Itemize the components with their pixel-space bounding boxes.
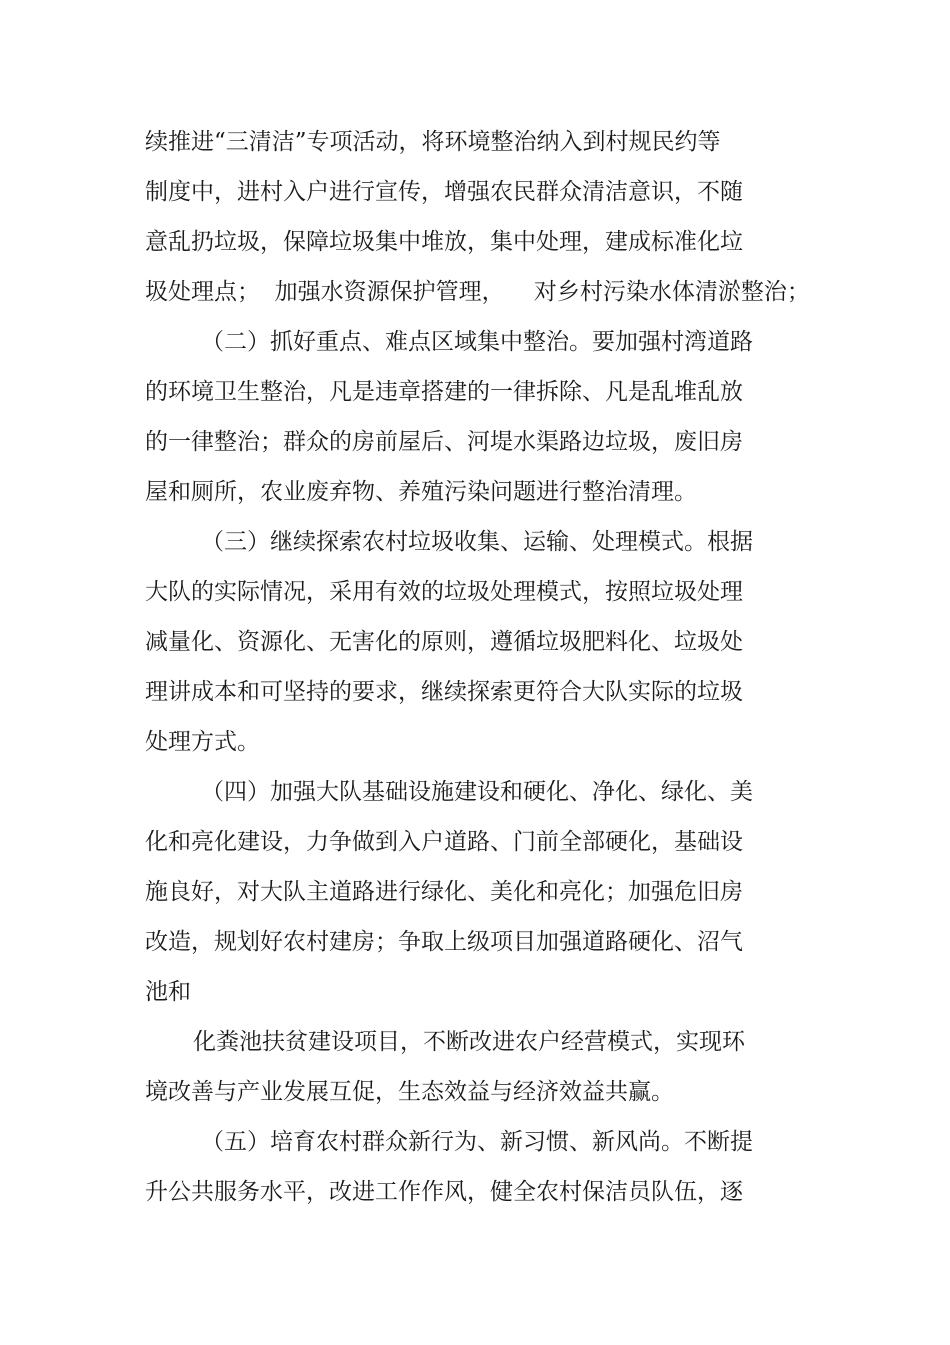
paragraph-start-line: 化粪池扶贫建设项目，不断改进农户经营模式，实现环 [193,1029,745,1055]
text-line: 屋和厕所，农业废弃物、养殖污染问题进行整治清理。 [145,479,697,505]
text-line: 境改善与产业发展互促，生态效益与经济效益共赢。 [145,1079,674,1105]
text-line: 圾处理点； 加强水资源保护管理， 对乡村污染水体清淤整治； [145,279,810,305]
text-line: 大队的实际情况，采用有效的垃圾处理模式，按照垃圾处理 [145,579,743,605]
text-line: 施良好，对大队主道路进行绿化、美化和亮化；加强危旧房 [145,879,743,905]
text-line: 处理方式。 [145,729,260,755]
paragraph-start-line: （五）培育农村群众新行为、新习惯、新风尚。不断提 [201,1129,753,1155]
paragraph-start-line: （四）加强大队基础设施建设和硬化、净化、绿化、美 [201,779,753,805]
text-line: 化和亮化建设，力争做到入户道路、门前全部硬化，基础设 [145,829,743,855]
text-line: 改造，规划好农村建房；争取上级项目加强道路硬化、沼气 [145,929,743,955]
text-line: 的一律整治；群众的房前屋后、河堤水渠路边垃圾，废旧房 [145,429,743,455]
text-line: 减量化、资源化、无害化的原则，遵循垃圾肥料化、垃圾处 [145,629,743,655]
text-line: 的环境卫生整治，凡是违章搭建的一律拆除、凡是乱堆乱放 [145,379,743,405]
text-line: 意乱扔垃圾，保障垃圾集中堆放，集中处理，建成标准化垃 [145,229,743,255]
text-line: 制度中，进村入户进行宣传，增强农民群众清洁意识，不随 [145,179,743,205]
text-line: 池和 [145,979,191,1005]
text-line: 理讲成本和可坚持的要求，继续探索更符合大队实际的垃圾 [145,679,743,705]
paragraph-start-line: （二）抓好重点、难点区域集中整治。要加强村湾道路 [201,329,753,355]
text-line: 升公共服务水平，改进工作作风，健全农村保洁员队伍，逐 [145,1179,743,1205]
paragraph-start-line: （三）继续探索农村垃圾收集、运输、处理模式。根据 [201,529,753,555]
text-line: 续推进“三清洁”专项活动，将环境整治纳入到村规民约等 [145,129,721,155]
body-text [145,117,810,1217]
